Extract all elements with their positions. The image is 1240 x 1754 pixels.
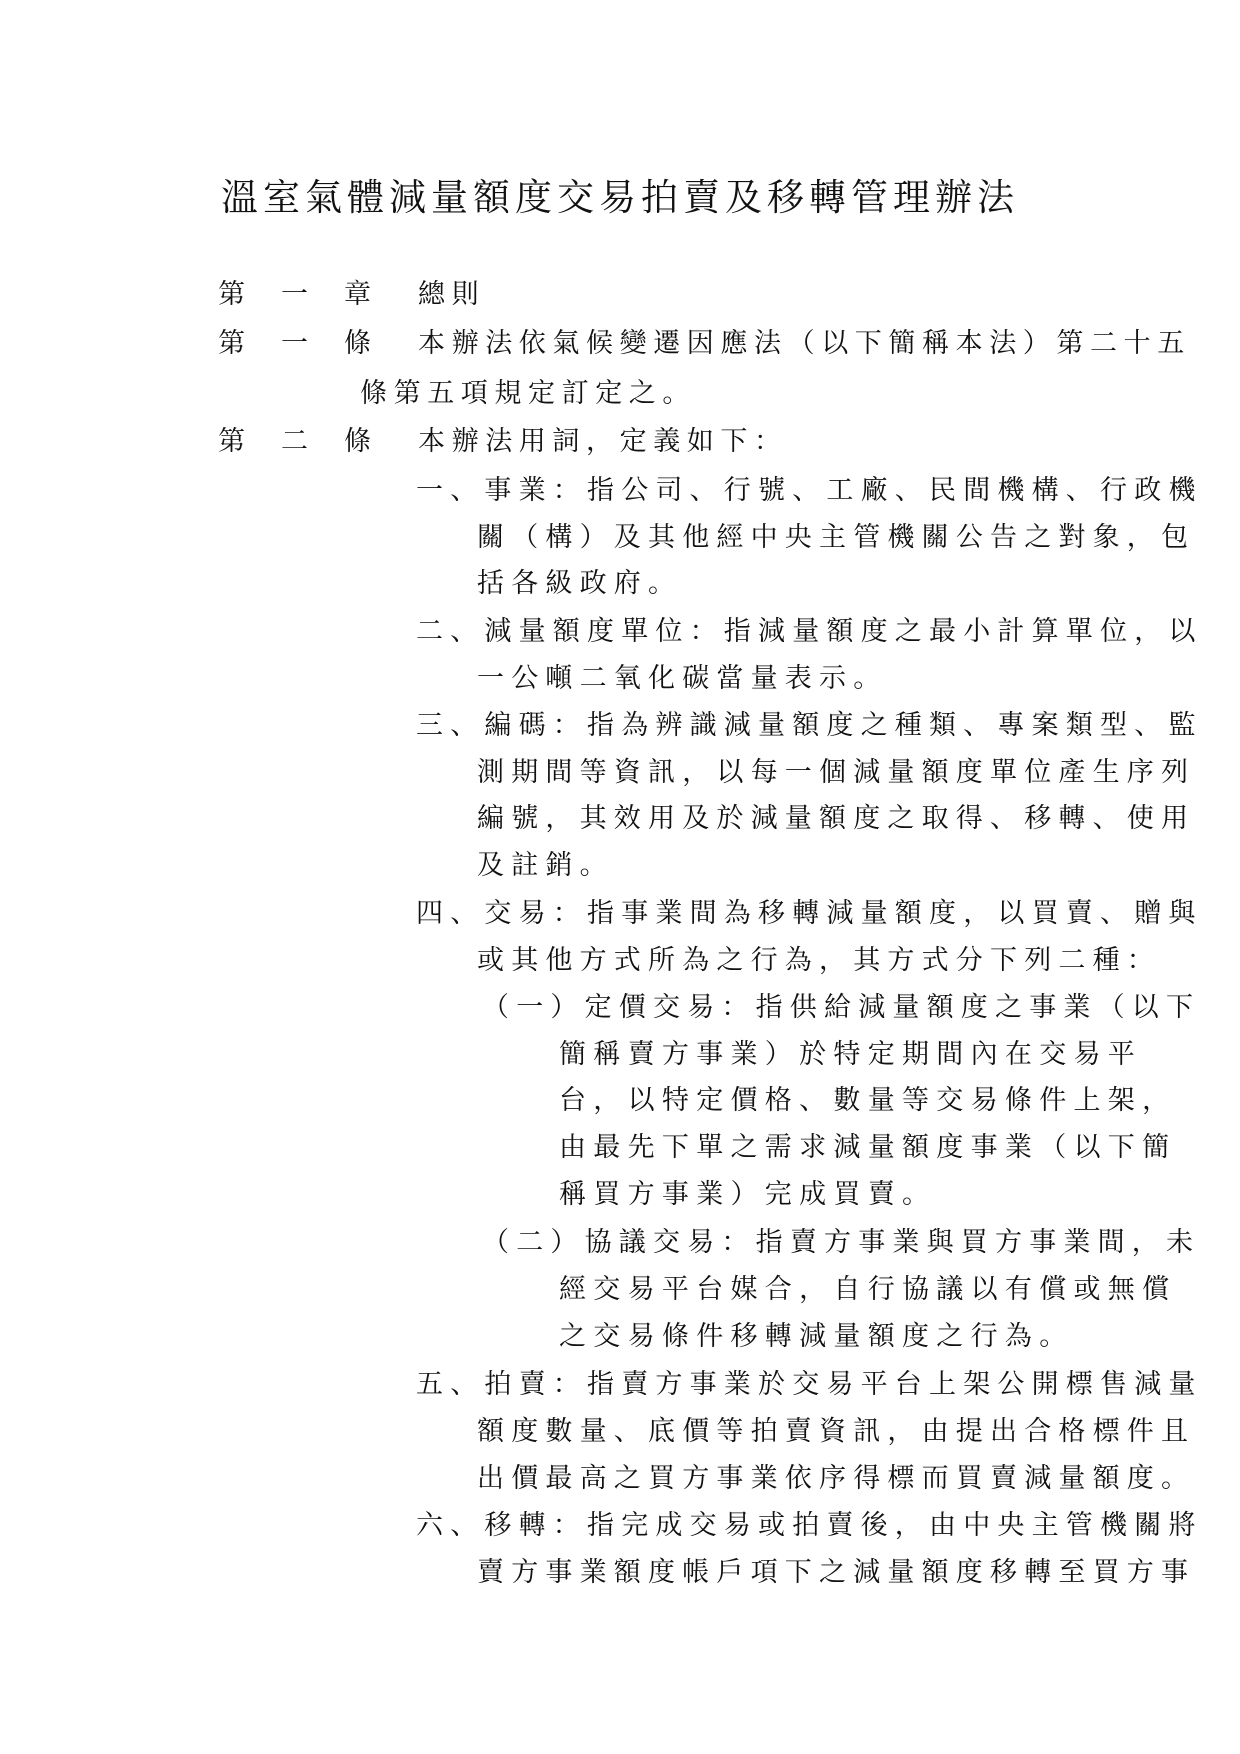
- definition-item-line: 五、拍賣：指賣方事業於交易平台上架公開標售減量: [416, 1369, 1203, 1400]
- sub-item-line: 之交易條件移轉減量額度之行為。: [559, 1321, 1074, 1352]
- definition-item-line: 六、移轉：指完成交易或拍賣後，由中央主管機關將: [416, 1510, 1203, 1541]
- sub-item-line: （一）定價交易：指供給減量額度之事業（以下: [482, 992, 1201, 1023]
- sub-item-line: （二）協議交易：指賣方事業與買方事業間，未: [482, 1227, 1201, 1258]
- definition-item-line: 括各級政府。: [477, 568, 683, 599]
- chapter-heading: 總則: [418, 279, 486, 310]
- sub-item-line: 稱買方事業）完成買賣。: [559, 1179, 937, 1210]
- definition-item-line: 出價最高之買方事業依序得標而買賣減量額度。: [477, 1463, 1196, 1494]
- sub-item-line: 由最先下單之需求減量額度事業（以下簡: [559, 1132, 1177, 1163]
- article-1-label: 第一條: [218, 328, 407, 359]
- definition-item-line: 賣方事業額度帳戶項下之減量額度移轉至買方事: [477, 1557, 1196, 1588]
- definition-item-line: 四、交易：指事業間為移轉減量額度，以買賣、贈與: [416, 898, 1203, 929]
- definition-item-line: 關（構）及其他經中央主管機關公告之對象，包: [477, 522, 1196, 553]
- definition-item-line: 二、減量額度單位：指減量額度之最小計算單位，以: [416, 616, 1203, 647]
- definition-item-line: 額度數量、底價等拍賣資訊，由提出合格標件且: [477, 1416, 1196, 1447]
- article-2-intro: 本辦法用詞，定義如下：: [418, 426, 788, 457]
- article-1-text-line: 條第五項規定訂定之。: [360, 378, 696, 409]
- definition-item-line: 編號，其效用及於減量額度之取得、移轉、使用: [477, 803, 1196, 834]
- definition-item-line: 及註銷。: [477, 850, 614, 881]
- definition-item-line: 一公噸二氧化碳當量表示。: [477, 663, 888, 694]
- chapter-label: 第一章: [218, 279, 407, 310]
- definition-item-line: 三、編碼：指為辨識減量額度之種類、專案類型、監: [416, 710, 1203, 741]
- sub-item-line: 台，以特定價格、數量等交易條件上架，: [559, 1085, 1177, 1116]
- sub-item-line: 經交易平台媒合，自行協議以有償或無償: [559, 1274, 1177, 1305]
- definition-item-line: 測期間等資訊，以每一個減量額度單位產生序列: [477, 757, 1196, 788]
- article-2-label: 第二條: [218, 426, 407, 457]
- sub-item-line: 簡稱賣方事業）於特定期間內在交易平: [559, 1039, 1143, 1070]
- document-title: 溫室氣體減量額度交易拍賣及移轉管理辦法: [221, 176, 1019, 219]
- article-1-text-line: 本辦法依氣候變遷因應法（以下簡稱本法）第二十五: [418, 328, 1191, 359]
- definition-item-line: 或其他方式所為之行為，其方式分下列二種：: [477, 945, 1161, 976]
- definition-item-line: 一、事業：指公司、行號、工廠、民間機構、行政機: [416, 475, 1203, 506]
